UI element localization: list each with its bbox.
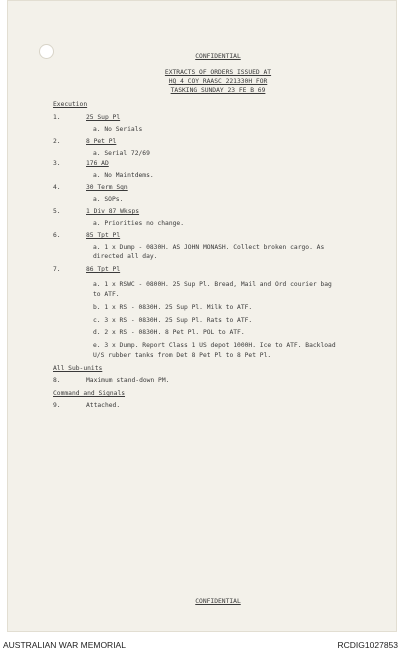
item-number: 6. xyxy=(53,232,61,239)
item-number: 5. xyxy=(53,208,61,215)
item-line: a. No Serials xyxy=(93,126,143,133)
item-line: U/S rubber tanks from Det 8 Pet Pl to 8 Pet Pl. xyxy=(93,352,272,359)
item-text: Attached. xyxy=(86,402,121,409)
item-heading: 30 Term Sqn xyxy=(86,184,128,191)
item-line: directed all day. xyxy=(93,253,158,260)
item-heading: 86 Tpt Pl xyxy=(86,266,121,273)
item-heading: 85 Tpt Pl xyxy=(86,232,121,239)
item-line: a. SOPs. xyxy=(93,196,124,203)
item-number: 8. xyxy=(53,377,61,384)
item-line: b. 1 x RS - 0830H. 25 Sup Pl. Milk to ATF. xyxy=(93,304,253,311)
title-line-2: HQ 4 COY RAASC 221330H FOR xyxy=(168,78,268,85)
reference-id: RCDIG1027853 xyxy=(337,640,398,650)
section-execution: Execution xyxy=(53,101,88,108)
section-all-subunits: All Sub-units xyxy=(53,365,103,372)
item-line: a. 1 x RSWC - 0800H. 25 Sup Pl. Bread, Mail and Ord courier bag xyxy=(93,281,332,288)
source-label: AUSTRALIAN WAR MEMORIAL xyxy=(3,640,126,650)
item-line: a. 1 x Dump - 0830H. AS JOHN MONASH. Collect broken cargo. As xyxy=(93,244,325,251)
document-page xyxy=(7,0,397,632)
item-line: d. 2 x RS - 0830H. 8 Pet Pl. POL to ATF. xyxy=(93,329,245,336)
item-heading: 176 AD xyxy=(86,160,109,167)
item-number: 3. xyxy=(53,160,61,167)
footer-classification: CONFIDENTIAL xyxy=(195,598,241,605)
item-number: 4. xyxy=(53,184,61,191)
item-line: a. Serial 72/69 xyxy=(93,150,150,157)
item-line: a. Priorities no change. xyxy=(93,220,184,227)
item-number: 2. xyxy=(53,138,61,145)
item-number: 1. xyxy=(53,114,61,121)
item-line: to ATF. xyxy=(93,291,120,298)
item-heading: 8 Pet Pl xyxy=(86,138,117,145)
title-line-1: EXTRACTS OF ORDERS ISSUED AT xyxy=(164,69,272,76)
item-line: c. 3 x RS - 0830H. 25 Sup Pl. Rats to ATF. xyxy=(93,317,253,324)
archive-footer xyxy=(0,635,401,653)
item-number: 7. xyxy=(53,266,61,273)
item-heading: 25 Sup Pl xyxy=(86,114,121,121)
item-number: 9. xyxy=(53,402,61,409)
header-classification: CONFIDENTIAL xyxy=(195,53,241,60)
item-line: a. No Maintdems. xyxy=(93,172,154,179)
section-command-signals: Command and Signals xyxy=(53,390,126,397)
title-line-3: TASKING SUNDAY 23 FE B 69 xyxy=(170,87,266,94)
item-text: Maximum stand-down PM. xyxy=(86,377,170,384)
item-line: e. 3 x Dump. Report Class 1 US depot 1000H. Ice to ATF. Backload xyxy=(93,342,336,349)
item-heading: 1 Div 87 Wksps xyxy=(86,208,140,215)
